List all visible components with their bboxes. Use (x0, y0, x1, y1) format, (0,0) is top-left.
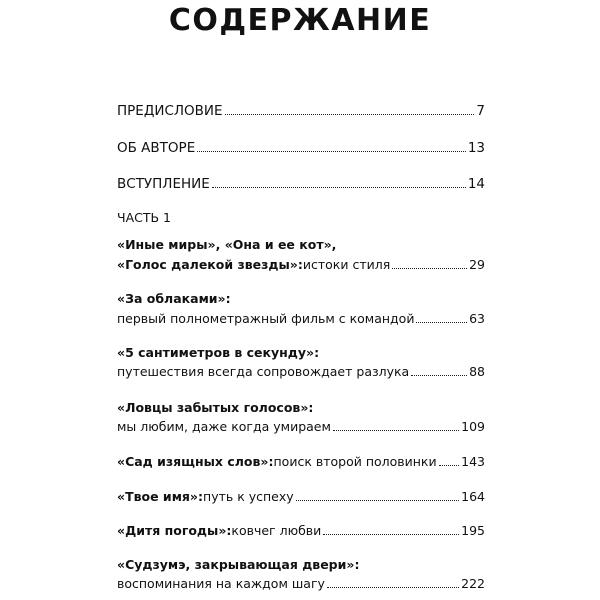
page-title: СОДЕРЖАНИЕ (168, 3, 432, 38)
chapter-heading: «За облаками»: (117, 291, 231, 306)
dot-leader (439, 465, 460, 466)
toc-chapter-8[interactable] (117, 576, 485, 592)
toc-entry-text: ОБ АВТОРЕ (117, 140, 196, 156)
toc-chapter-1[interactable] (117, 257, 485, 273)
dot-leader (416, 322, 467, 323)
chapter-subtitle: первый полнометражный фильм с командой (117, 311, 415, 326)
dot-leader (296, 500, 459, 501)
toc-entry-text: ВСТУПЛЕНИЕ (117, 176, 210, 192)
dot-leader (197, 151, 466, 152)
chapter-subtitle: воспоминания на каждом шагу (117, 576, 325, 591)
toc-entry-preface[interactable] (117, 103, 485, 119)
chapter-subtitle: мы любим, даже когда умираем (117, 419, 331, 434)
toc-chapter-4[interactable] (117, 419, 485, 435)
dot-leader (212, 187, 466, 188)
chapter-subtitle: ковчег любви (231, 523, 322, 538)
dot-leader (411, 375, 467, 376)
toc-chapter-2[interactable] (117, 311, 485, 327)
chapter-heading: «Судзумэ, закрывающая двери»: (117, 557, 360, 572)
toc-page-number: 7 (476, 103, 485, 119)
chapter-subtitle: истоки стиля (302, 257, 391, 272)
toc-entry-introduction[interactable] (117, 176, 485, 192)
toc-entry-about-author[interactable] (117, 140, 485, 156)
dot-leader (392, 268, 467, 269)
chapter-subtitle: путешествия всегда сопровождает разлука (117, 364, 410, 379)
toc-page-number: 63 (469, 311, 485, 326)
chapter-title-bold: «Твое имя»: (117, 489, 204, 504)
toc-entry-text: ПРЕДИСЛОВИЕ (117, 103, 223, 119)
toc-page-number: 29 (469, 257, 485, 272)
toc-page-number: 14 (467, 176, 485, 192)
toc-chapter-3[interactable] (117, 364, 485, 380)
toc-page-number: 222 (461, 576, 485, 591)
chapter-title-bold: «Сад изящных слов»: (117, 454, 274, 469)
dot-leader (327, 587, 459, 588)
toc-chapter-6[interactable] (117, 489, 485, 505)
dot-leader (323, 534, 459, 535)
toc-page-number: 13 (467, 140, 485, 156)
chapter-title-bold: «Голос далекой звезды»: (117, 257, 303, 272)
toc-page-number: 195 (461, 523, 485, 538)
chapter-heading: «Ловцы забытых голосов»: (117, 400, 314, 415)
toc-page-number: 143 (461, 454, 485, 469)
dot-leader (225, 114, 475, 115)
part-label: ЧАСТЬ 1 (117, 210, 171, 225)
toc-page-number: 88 (469, 364, 485, 379)
chapter-subtitle: путь к успеху (203, 489, 294, 504)
toc-page-number: 109 (461, 419, 485, 434)
toc-chapter-5[interactable] (117, 454, 485, 470)
dot-leader (333, 430, 459, 431)
chapter-title-bold: «Дитя погоды»: (117, 523, 232, 538)
toc-page-number: 164 (461, 489, 485, 504)
toc-chapter-7[interactable] (117, 523, 485, 539)
chapter-subtitle: поиск второй половинки (273, 454, 437, 469)
chapter-heading: «5 сантиметров в секунду»: (117, 345, 320, 360)
chapter-heading: «Иные миры», «Она и ее кот», (117, 237, 337, 252)
